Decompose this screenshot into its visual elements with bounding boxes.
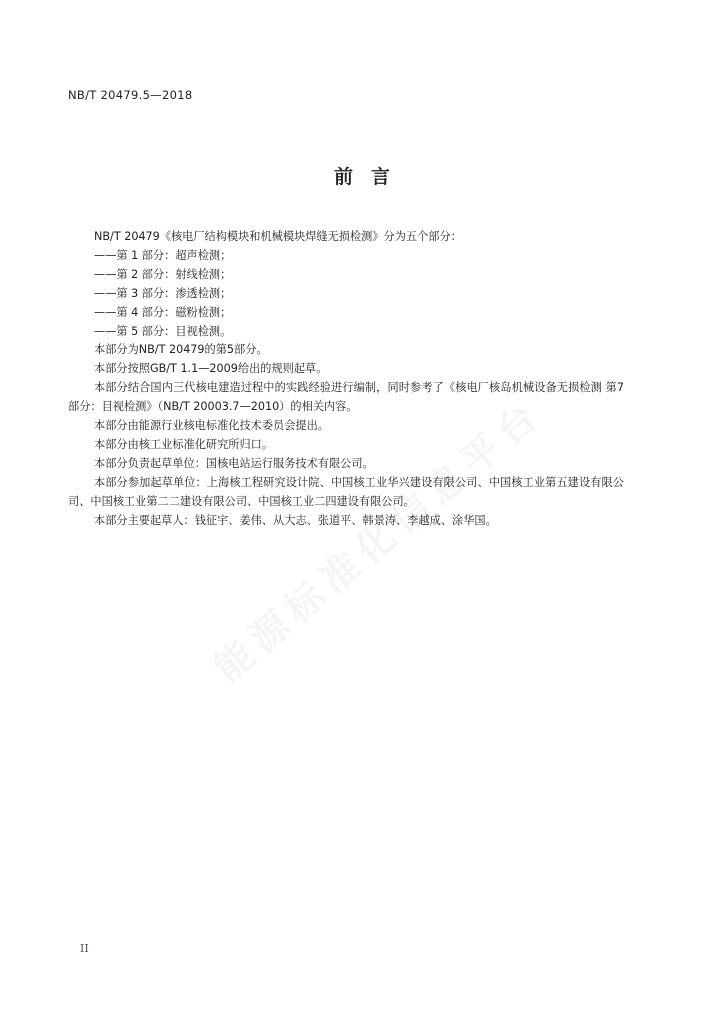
paragraph-reference: 本部分结合国内三代核电建造过程中的实践经验进行编制，同时参考了《核电厂核岛机械设备无损检测 第7部分：目视检测》（NB/T 20003.7—2010）的相关内容。 [68, 381, 624, 414]
standard-code: NB/T 20479.5—2018 [68, 88, 193, 102]
page-title: 前言 [333, 166, 408, 188]
paragraph-part-statement: 本部分为NB/T 20479的第5部分。 [94, 343, 268, 357]
list-item-part-1: ——第 1 部分：超声检测； [94, 248, 232, 262]
page-number: II [80, 942, 89, 955]
list-item-part-4: ——第 4 部分：磁粉检测； [94, 305, 232, 319]
list-item-part-5: ——第 5 部分：目视检测。 [94, 324, 232, 338]
paragraph-drafting-rules: 本部分按照GB/T 1.1—2009给出的规则起草。 [94, 362, 328, 376]
paragraph-main-drafters: 本部分主要起草人：钱征宇、姜伟、从大志、张道平、韩景涛、李越成、涂华国。 [94, 513, 497, 527]
list-item-part-2: ——第 2 部分：射线检测； [94, 267, 232, 281]
list-item-part-3: ——第 3 部分：渗透检测； [94, 286, 232, 300]
paragraph-proposed-by: 本部分由能源行业核电标准化技术委员会提出。 [94, 419, 329, 433]
paragraph-lead-drafter: 本部分负责起草单位：国核电站运行服务技术有限公司。 [94, 456, 374, 470]
paragraph-participating-drafters: 本部分参加起草单位：上海核工程研究设计院、中国核工业华兴建设有限公司、中国核工业第五建设有限公司、中国核工业第二二建设有限公司、中国核工业二四建设有限公司。 [68, 475, 624, 508]
paragraph-intro: NB/T 20479《核电厂结构模块和机械模块焊缝无损检测》分为五个部分： [94, 230, 462, 243]
paragraph-administered-by: 本部分由核工业标准化研究所归口。 [94, 437, 274, 451]
foreword-body [68, 228, 624, 531]
